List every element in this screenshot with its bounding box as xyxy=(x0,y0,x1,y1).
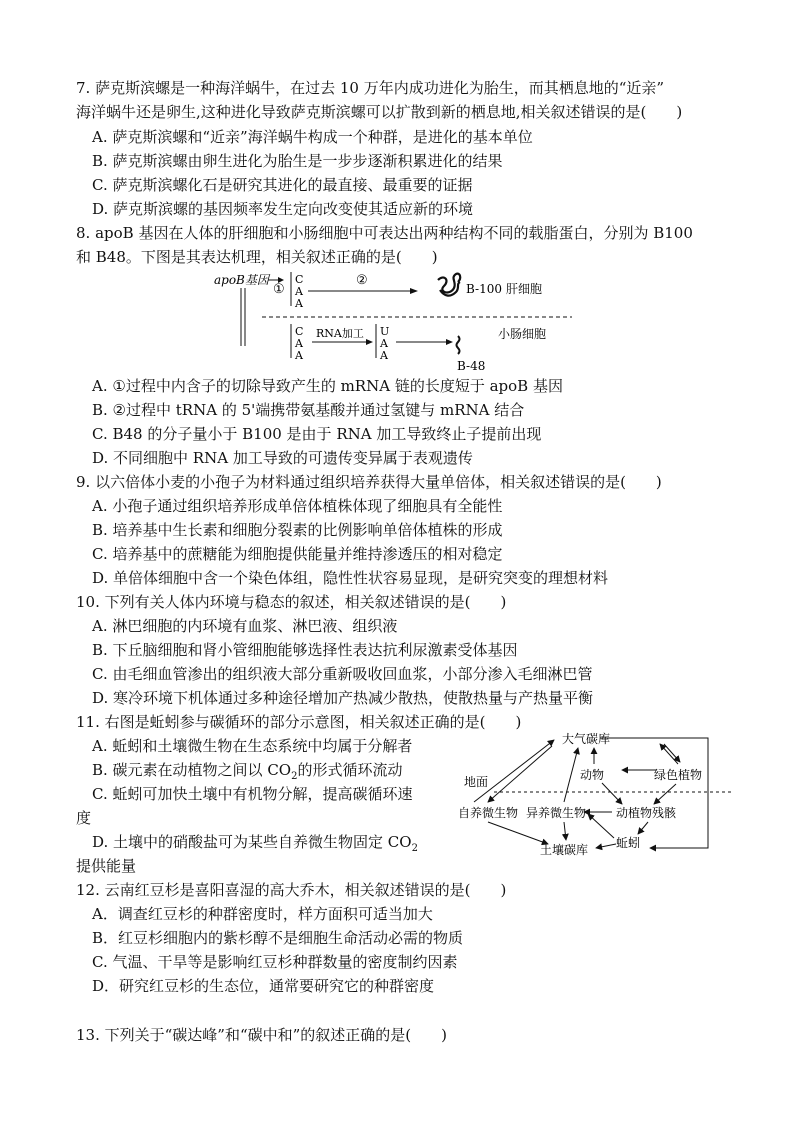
q13-stem: 13. 下列关于“碳达峰”和“碳中和”的叙述正确的是( ) xyxy=(76,1026,448,1044)
q8-stem-line1: 8. apoB 基因在人体的肝细胞和小肠细胞中可表达出两种结构不同的载脂蛋白，分别为 B100 xyxy=(76,224,693,242)
q10-option-c: C. 由毛细血管渗出的组织液大部分重新吸收回血浆，小部分渗入毛细淋巴管 xyxy=(92,665,593,683)
q10-option-d: D. 寒冷环境下机体通过多种途径增加产热减少散热，使散热量与产热量平衡 xyxy=(92,689,594,707)
q7-option-c: C. 萨克斯滨螺化石是研究其进化的最直接、最重要的证据 xyxy=(92,176,473,194)
q11-option-d-line1: D. 土壤中的硝酸盐可为某些自养微生物固定 $CO_2$ xyxy=(92,833,418,854)
q10-option-b: B. 下丘脑细胞和肾小管细胞能够选择性表达抗利尿激素受体基因 xyxy=(92,641,518,659)
heterotroph-label: 异养微生物 xyxy=(526,806,587,820)
q11-option-a: A. 蚯蚓和土壤微生物在生态系统中均属于分解者 xyxy=(92,737,413,755)
q8-option-c: C. B48 的分子量小于 B100 是由于 RNA 加工导致终止子提前出现 xyxy=(92,425,542,443)
codon-bottom-1: C xyxy=(295,325,304,338)
ground-label: 地面 xyxy=(464,775,489,789)
q7-option-b: B. 萨克斯滨螺由卵生进化为胎生是一步步逐渐积累进化的结果 xyxy=(92,152,503,170)
gene-label: apoB基因 xyxy=(214,273,269,287)
q12-option-a: A．调查红豆杉的种群密度时，样方面积可适当加大 xyxy=(92,905,433,923)
step1-label: ① xyxy=(273,282,285,297)
q8-option-a: A. ①过程中内含子的切除导致产生的 mRNA 链的长度短于 apoB 基因 xyxy=(92,377,563,395)
intestine-cell-label: 小肠细胞 xyxy=(498,327,547,341)
codon-bottom-3: A xyxy=(295,349,303,362)
q12-option-b: B．红豆杉细胞内的紫杉醇不是细胞生命活动必需的物质 xyxy=(92,929,464,947)
codon-top-1: C xyxy=(295,273,304,286)
b100-protein-icon xyxy=(438,274,460,296)
q7-stem-line2: 海洋蜗牛还是卵生,这种进化导致萨克斯滨螺可以扩散到新的栖息地,相关叙述错误的是( ) xyxy=(76,103,683,121)
q11-stem: 11. 右图是蚯蚓参与碳循环的部分示意图，相关叙述正确的是( ) xyxy=(76,713,522,731)
q10-stem: 10. 下列有关人体内环境与稳态的叙述，相关叙述错误的是( ) xyxy=(76,593,507,611)
q7-stem-line1: 7. 萨克斯滨螺是一种海洋蜗牛，在过去 10 万年内成功进化为胎生，而其栖息地的“近亲” xyxy=(76,79,665,97)
q11-option-c-line2: 度 xyxy=(76,809,92,827)
codon-bottom-2: A xyxy=(295,337,303,350)
earthworm-label: 蚯蚓 xyxy=(616,836,641,850)
q11-option-c-line1: C. 蚯蚓可加快土壤中有机物分解，提高碳循环速 xyxy=(92,785,413,803)
q12-stem: 12. 云南红豆杉是喜阳喜湿的高大乔木，相关叙述错误的是( ) xyxy=(76,881,507,899)
q9-stem: 9. 以六倍体小麦的小孢子为材料通过组织培养获得大量单倍体，相关叙述错误的是( ) xyxy=(76,473,662,491)
remains-label: 动植物残骸 xyxy=(616,806,677,820)
b100-label: B-100 xyxy=(466,282,502,296)
soil-pool-label: 土壤碳库 xyxy=(540,843,589,857)
q8-option-b: B. ②过程中 tRNA 的 5'端携带氨基酸并通过氢键与 mRNA 结合 xyxy=(92,401,525,419)
liver-cell-label: 肝细胞 xyxy=(506,282,543,296)
codon-top-2: A xyxy=(295,285,303,298)
codon-edited-3: A xyxy=(380,349,388,362)
autotroph-label: 自养微生物 xyxy=(458,806,519,820)
q7-option-d: D. 萨克斯滨螺的基因频率发生定向改变使其适应新的环境 xyxy=(92,200,474,218)
q8-option-d: D. 不同细胞中 RNA 加工导致的可遗传变异属于表观遗传 xyxy=(92,449,473,467)
codon-edited-1: U xyxy=(380,325,390,338)
q8-stem-line2: 和 B48。下图是其表达机理，相关叙述正确的是( ) xyxy=(76,248,438,266)
q9-option-d: D. 单倍体细胞中含一个染色体组，隐性性状容易显现，是研究突变的理想材料 xyxy=(92,569,609,587)
rna-processing-label: RNA加工 xyxy=(316,327,364,340)
carbon-cycle-diagram xyxy=(454,728,734,864)
q9-option-c: C. 培养基中的蔗糖能为细胞提供能量并维持渗透压的相对稳定 xyxy=(92,545,503,563)
q11-option-b: B. 碳元素在动植物之间以 $CO_2$的形式循环流动 xyxy=(92,761,403,782)
q9-option-a: A. 小孢子通过组织培养形成单倍体植株体现了细胞具有全能性 xyxy=(92,497,503,515)
atmosphere-pool-label: 大气碳库 xyxy=(562,732,611,746)
codon-edited-2: A xyxy=(380,337,388,350)
animal-label: 动物 xyxy=(580,768,605,782)
q9-option-b: B. 培养基中生长素和细胞分裂素的比例影响单倍体植株的形成 xyxy=(92,521,503,539)
plant-label: 绿色植物 xyxy=(654,768,703,782)
codon-top-3: A xyxy=(295,297,303,310)
q10-option-a: A. 淋巴细胞的内环境有血浆、淋巴液、组织液 xyxy=(92,617,398,635)
q12-option-c: C. 气温、干旱等是影响红豆杉种群数量的密度制约因素 xyxy=(92,953,458,971)
b48-label: B-48 xyxy=(457,359,486,370)
q7-option-a: A. 萨克斯滨螺和“近亲”海洋蜗牛构成一个种群，是进化的基本单位 xyxy=(92,128,533,146)
b48-protein-icon xyxy=(457,336,460,354)
q12-option-d: D．研究红豆杉的生态位，通常要研究它的种群密度 xyxy=(92,977,435,995)
step2-label: ② xyxy=(356,273,368,288)
q11-option-d-line2: 提供能量 xyxy=(76,857,137,875)
apob-expression-diagram xyxy=(200,266,580,370)
